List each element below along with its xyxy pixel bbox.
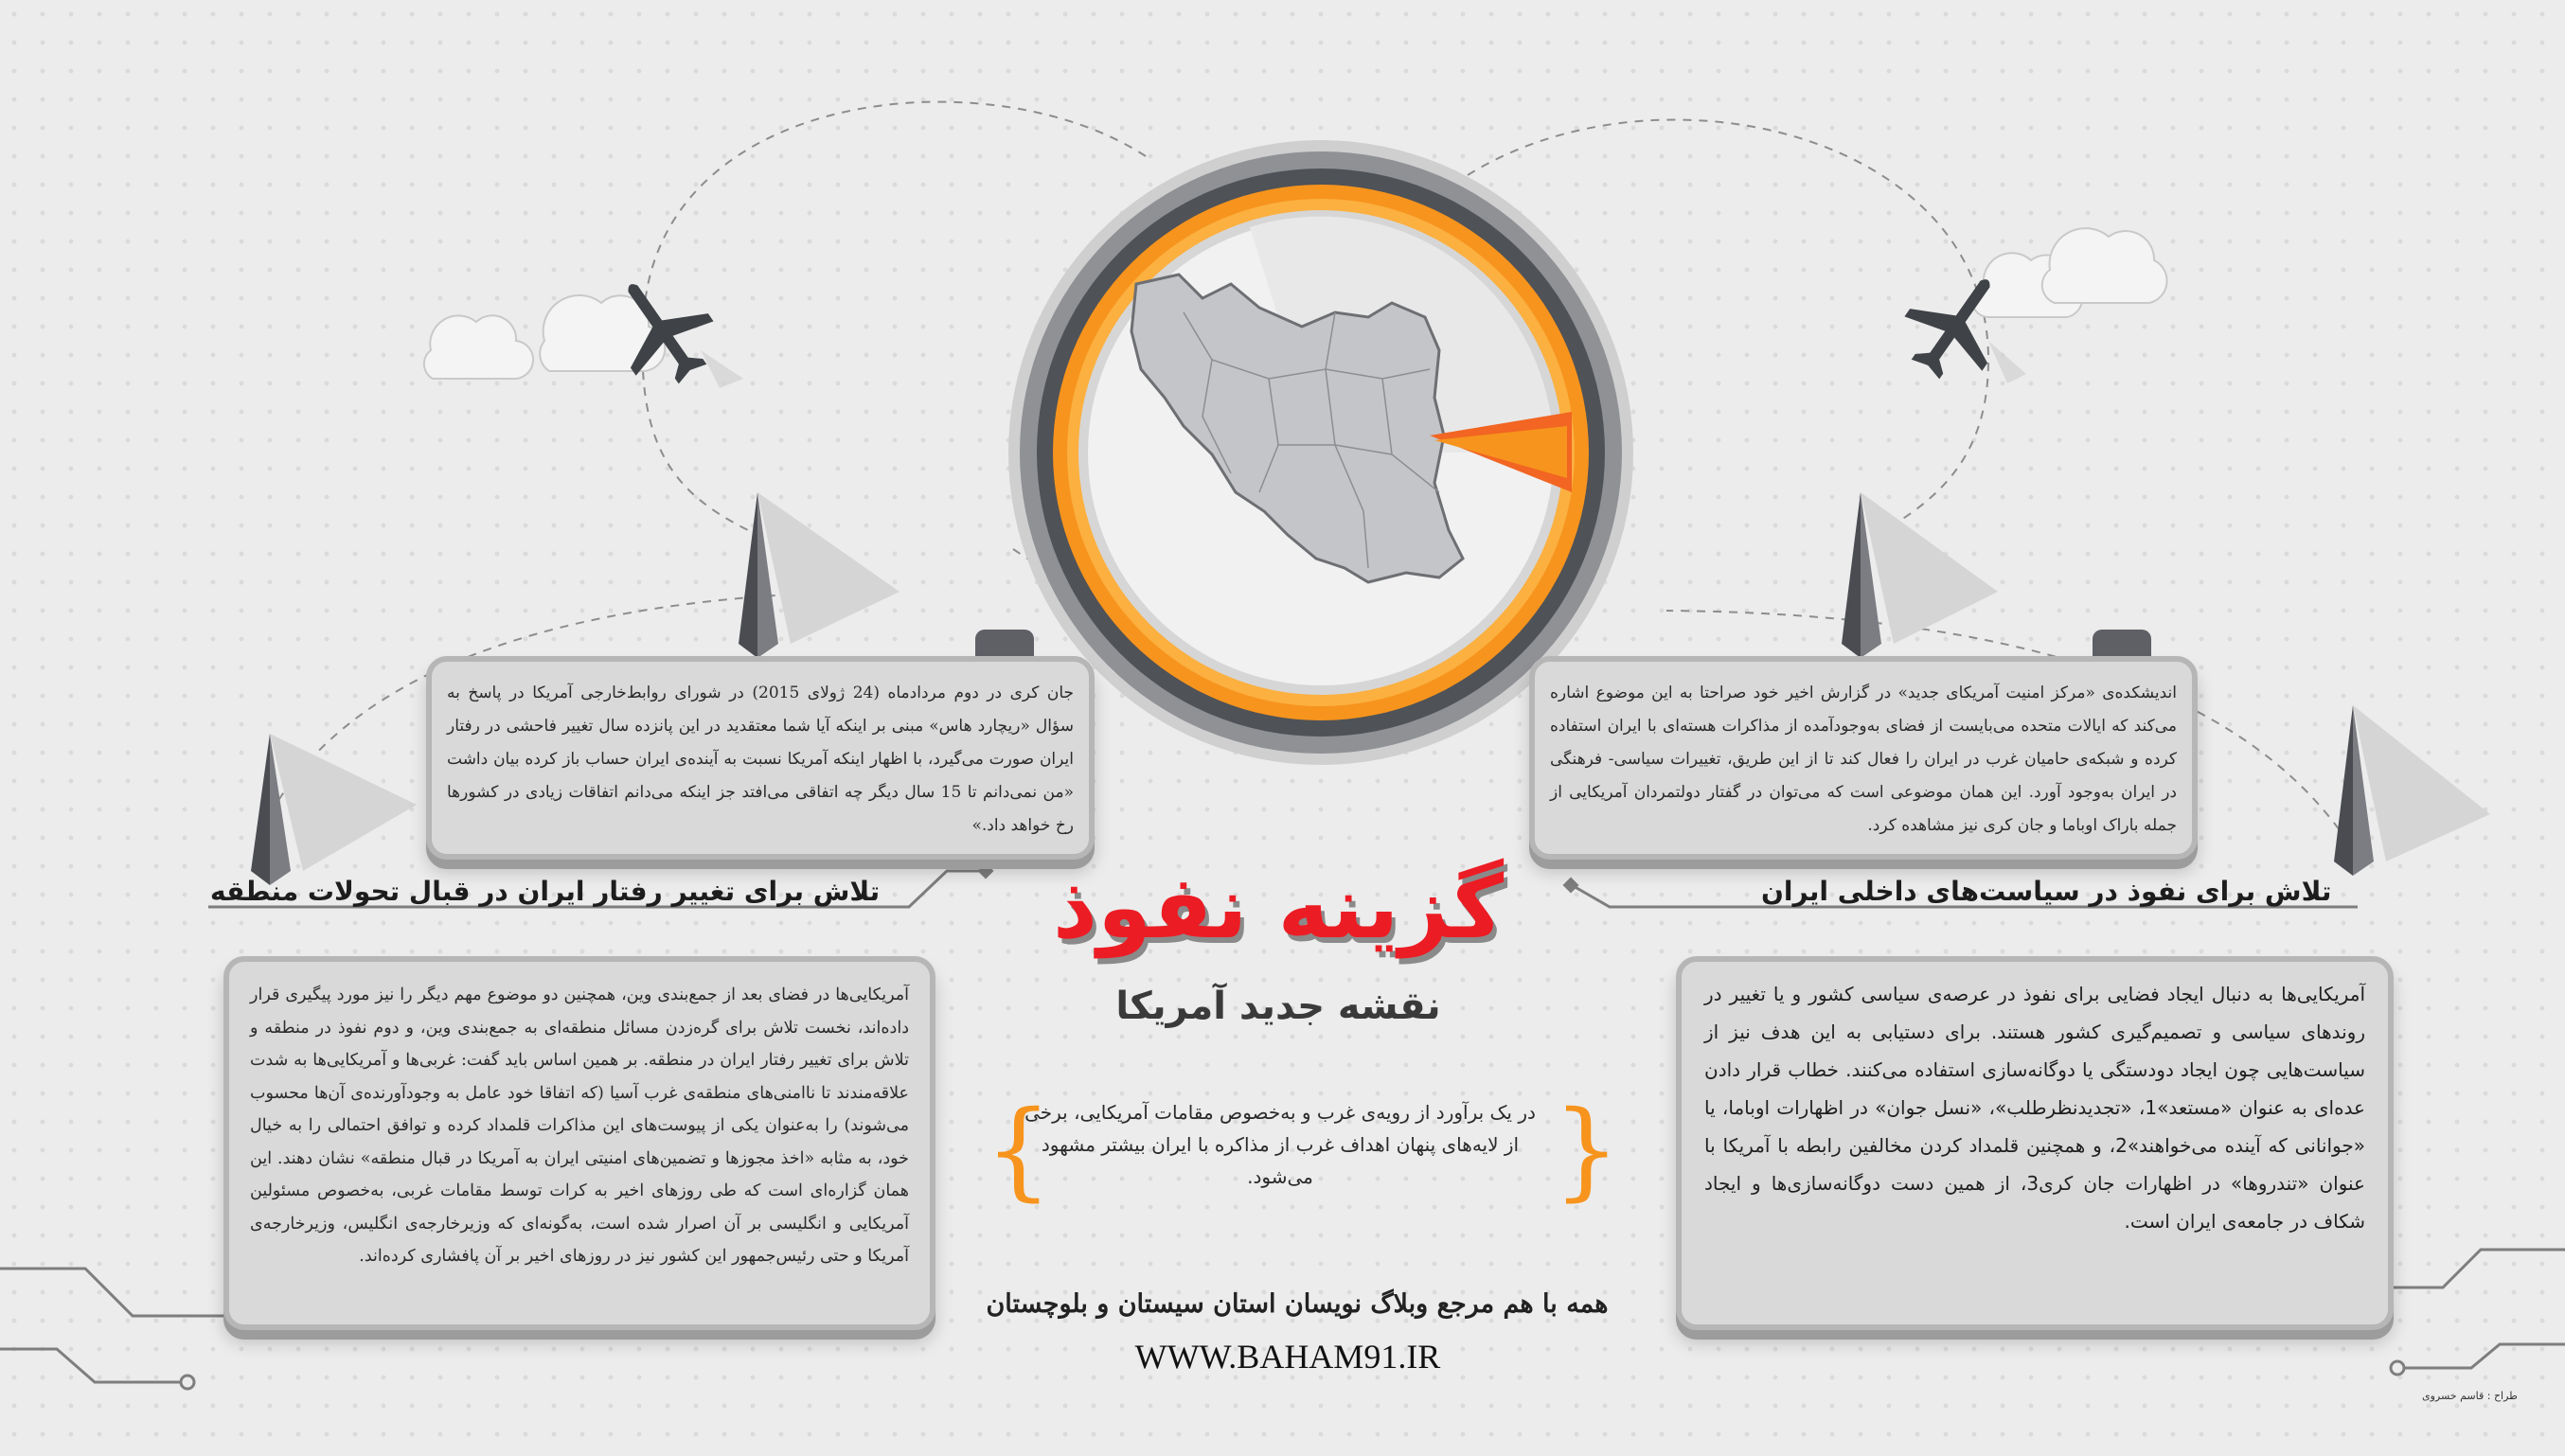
footer-url[interactable]: WWW.BAHAM91.IR bbox=[1134, 1338, 1441, 1376]
left-quote-text: جان کری در دوم مردادماه (24 ژولای 2015) در شورای روابط‌خارجی آمریکا در پاسخ به سؤال «ریچارد هاس» مبنی بر اینکه آیا شما معتقدید در این پانزده سال تغییر فاحشی در رفتار ایران صورت می‌گیرد، با اظهار اینکه آمریکا نسبت به آینده‌ی ایران حساب باز کرده بیان داشت «من نمی‌دانم تا 15 سال دیگر چه اتفاقی می‌افتد جز اینکه می‌دانم اتفاقات زیادی در کشورها رخ خواهد داد.» bbox=[447, 684, 1075, 835]
left-section-heading: تلاش برای تغییر رفتار ایران در قبال تحولات منطقه bbox=[210, 876, 881, 907]
right-quote-box bbox=[1529, 656, 2198, 860]
footer-tagline: همه با هم مرجع وبلاگ نویسان استان سیستان و بلوچستان bbox=[986, 1289, 1609, 1319]
right-section-heading: تلاش برای نفوذ در سیاست‌های داخلی ایران bbox=[1761, 876, 2332, 907]
designer-credit: طراح : قاسم خسروی bbox=[2422, 1390, 2518, 1402]
left-quote-box bbox=[426, 656, 1095, 860]
right-brace: } bbox=[1553, 1089, 1621, 1212]
page-subtitle: نقشه جدید آمریکا bbox=[1115, 985, 1441, 1028]
page-title: گزینه نفوذ bbox=[1052, 857, 1505, 958]
left-body-box bbox=[223, 956, 935, 1330]
intro-text: در یک برآورد از رویه‌ی غرب و به‌خصوص مقامات آمریکایی، برخی از لایه‌های پنهان اهداف غرب از مذاکره با ایران بیشتر مشهود می‌شود. bbox=[1024, 1101, 1536, 1188]
left-body-text: آمریکایی‌ها در فضای بعد از جمع‌بندی وین، همچنین دو موضوع مهم دیگر را نیز مورد پیگیری قرار داده‌اند، نخست تلاش برای گره‌زدن مسائل منطقه‌ای به جمع‌بندی وین، و دوم نفوذ در منطقه و تلاش برای تغییر رفتار ایران در منطقه. بر همین اساس باید گفت: غربی‌ها و آمریکایی‌ها به شدت علاقه‌مندند تا ناامنی‌های منطقه‌ی غرب آسیا (که اتفاقا خود عامل به وجودآورنده‌ی آن‌ها محسوب می‌شوند) را به‌عنوان یکی از پیوست‌های این مذاکرات قلمداد کرده و توافق احتمالی را به خیال خود، به مثابه «اخذ مجوزها و تضمین‌های امنیتی ایران به آمریکا در قبال منطقه» نشان دهند. این همان گزاره‌ای است که طی روزهای اخیر به کرات توسط مقامات غربی، به‌خصوص مسئولین آمریکایی و انگلیسی بر آن اصرار شده است، به‌گونه‌ای که وزیرخارجه‌ی انگلیس، وزیرخارجه‌ی آمریکا و حتی رئیس‌جمهور این کشور نیز در روزهای اخیر بر آن پافشاری کرده‌اند. bbox=[250, 985, 909, 1266]
right-quote-text: اندیشکده‌ی «مرکز امنیت آمریکای جدید» در گزارش اخیر خود صراحتا به این موضوع اشاره می‌کند که ایالات متحده می‌بایست از فضای به‌وجودآمده از مذاکرات هسته‌ای با ایران استفاده کرده و شبکه‌ی حامیان غرب در ایران را فعال کند تا از این طریق، تغییرات سیاسی- فرهنگی در ایران به‌وجود آورد. این همان موضوعی است که می‌توان در گفتار دولتمردان آمریکایی از جمله باراک اوباما و جان کری نیز مشاهده کرد. bbox=[1550, 684, 2177, 835]
left-brace: { bbox=[985, 1089, 1053, 1212]
right-body-box bbox=[1676, 956, 2394, 1330]
right-body-text: آمریکایی‌ها به دنبال ایجاد فضایی برای نفوذ در عرصه‌ی سیاسی کشور و یا تغییر در روندهای سیاسی و تصمیم‌گیری کشور هستند. برای دستیابی به این هدف نیز از سیاست‌هایی چون ایجاد دودستگی یا دوگانه‌سازی استفاده می‌کنند. خطاب قرار دادن عده‌ای به عنوان «مستعد»1، «تجدیدنظرطلب»، «نسل جوان» در اظهارات اوباما، یا «جوانانی که آینده می‌خواهند»2، و همچنین قلمداد کردن مخالفین رابطه با آمریکا با عنوان «تندروها» در اظهارات جان کری3، از همین دست دوگانه‌سازی‌ها و ایجاد شکاف در جامعه‌ی ایران است. bbox=[1704, 983, 2365, 1233]
